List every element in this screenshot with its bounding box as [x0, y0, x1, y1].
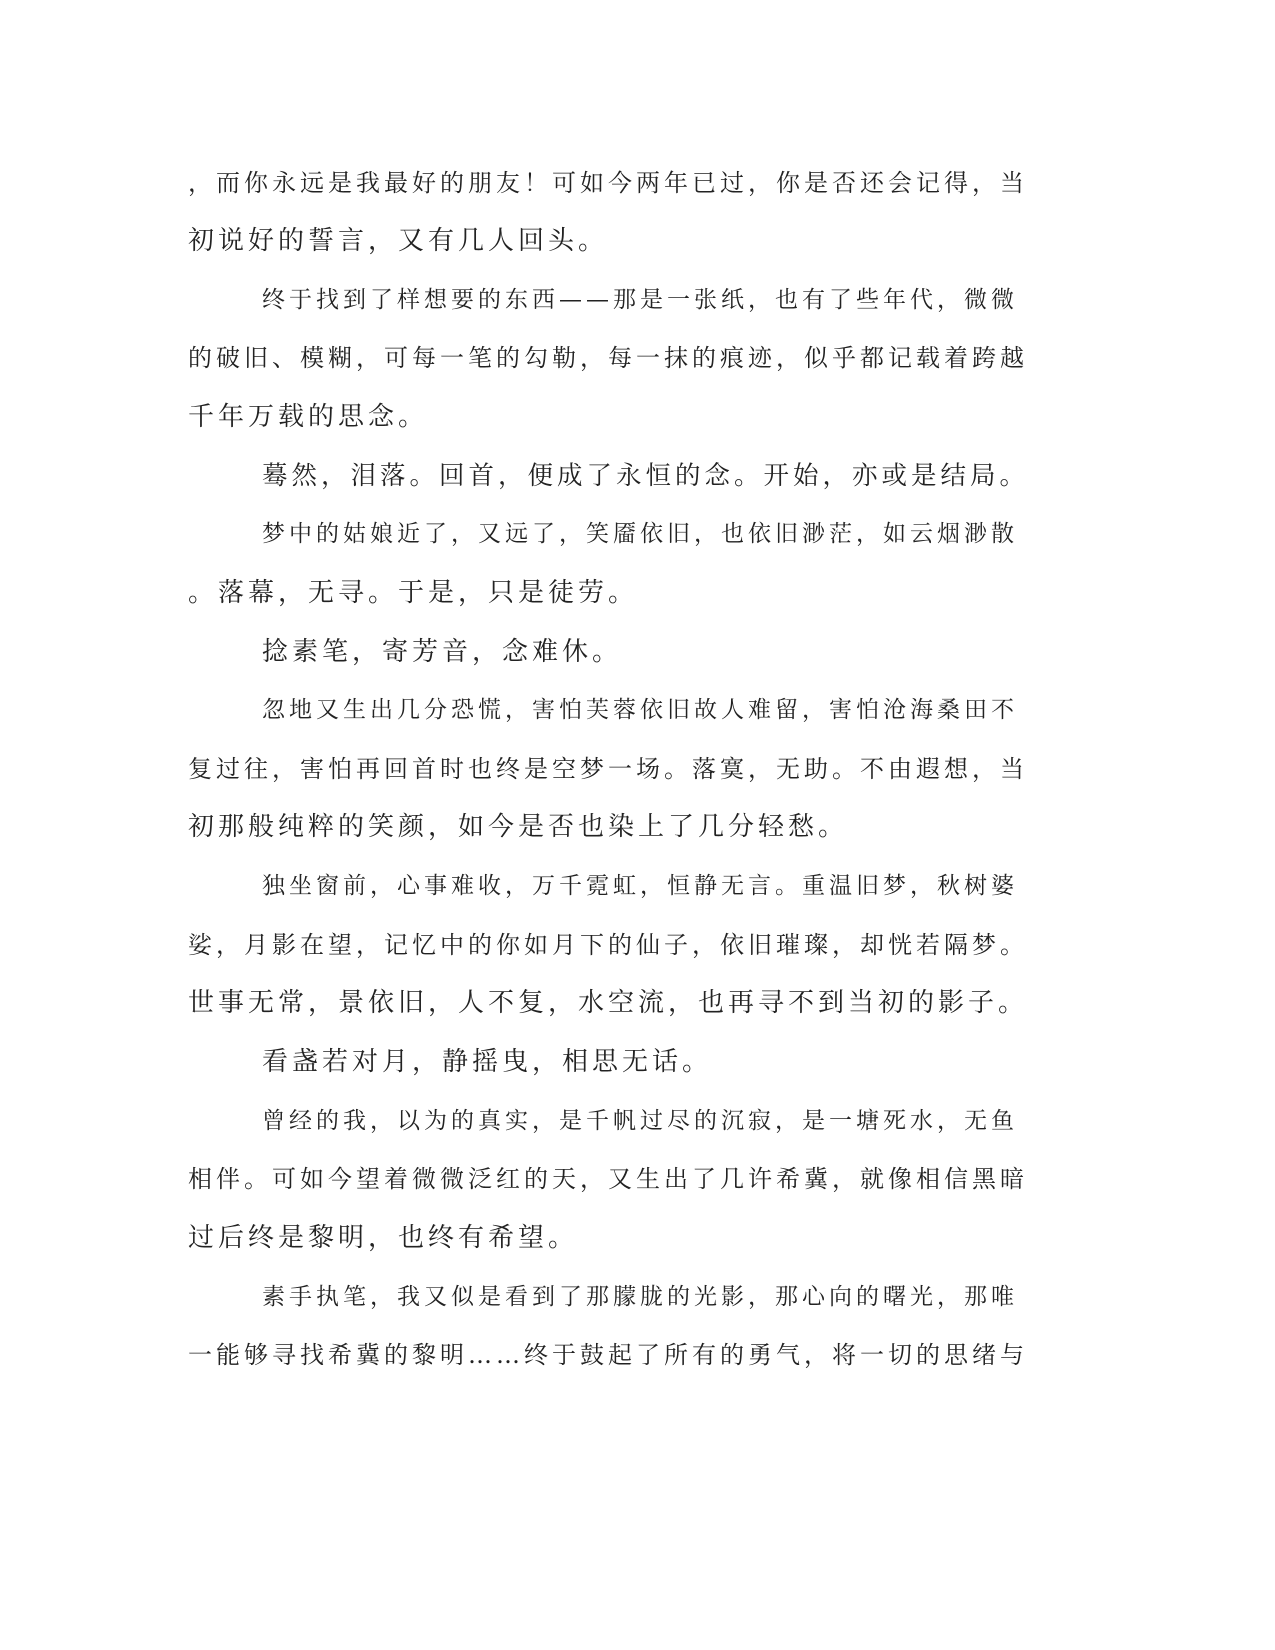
- text-line: 相伴。可如今望着微微泛红的天，又生出了几许希冀，就像相信黑暗: [188, 1165, 1028, 1193]
- text-line: 的破旧、模糊，可每一笔的勾勒，每一抹的痕迹，似乎都记载着跨越: [188, 344, 1028, 372]
- text-line: 。落幕，无寻。于是，只是徒劳。: [188, 578, 639, 608]
- text-line: 娑，月影在望，记忆中的你如月下的仙子，依旧璀璨，却恍若隔梦。: [188, 931, 1028, 959]
- paragraph-first-line: 素手执笔，我又似是看到了那朦胧的光影，那心向的曙光，那唯: [262, 1284, 1018, 1310]
- text-line: 世事无常，景依旧，人不复，水空流，也再寻不到当初的影子。: [188, 988, 1029, 1018]
- paragraph-first-line: 独坐窗前，心事难收，万千霓虹，恒静无言。重温旧梦，秋树婆: [262, 873, 1018, 899]
- text-line: 初说好的誓言，又有几人回头。: [188, 226, 609, 256]
- paragraph-first-line: 捻素笔，寄芳音，念难休。: [262, 637, 623, 667]
- text-line: 初那般纯粹的笑颜，如今是否也染上了几分轻愁。: [188, 812, 849, 842]
- paragraph-first-line: 忽地又生出几分恐慌，害怕芙蓉依旧故人难留，害怕沧海桑田不: [262, 697, 1018, 723]
- paragraph-first-line: 终于找到了样想要的东西——那是一张纸，也有了些年代，微微: [262, 287, 1018, 313]
- text-line: 复过往，害怕再回首时也终是空梦一场。落寞，无助。不由遐想，当: [188, 755, 1028, 783]
- paragraph-first-line: 梦中的姑娘近了，又远了，笑靥依旧，也依旧渺茫，如云烟渺散: [262, 521, 1018, 547]
- paragraph-first-line: 看盏若对月，静摇曳，相思无话。: [262, 1047, 713, 1077]
- text-line: ，而你永远是我最好的朋友！可如今两年已过，你是否还会记得，当: [188, 169, 1028, 197]
- text-line: 一能够寻找希冀的黎明……终于鼓起了所有的勇气，将一切的思绪与: [188, 1341, 1028, 1369]
- paragraph-first-line: 曾经的我，以为的真实，是千帆过尽的沉寂，是一塘死水，无鱼: [262, 1108, 1018, 1134]
- paragraph-first-line: 蓦然，泪落。回首，便成了永恒的念。开始，亦或是结局。: [262, 461, 1030, 491]
- text-line: 过后终是黎明，也终有希望。: [188, 1223, 579, 1253]
- text-line: 千年万载的思念。: [188, 402, 429, 432]
